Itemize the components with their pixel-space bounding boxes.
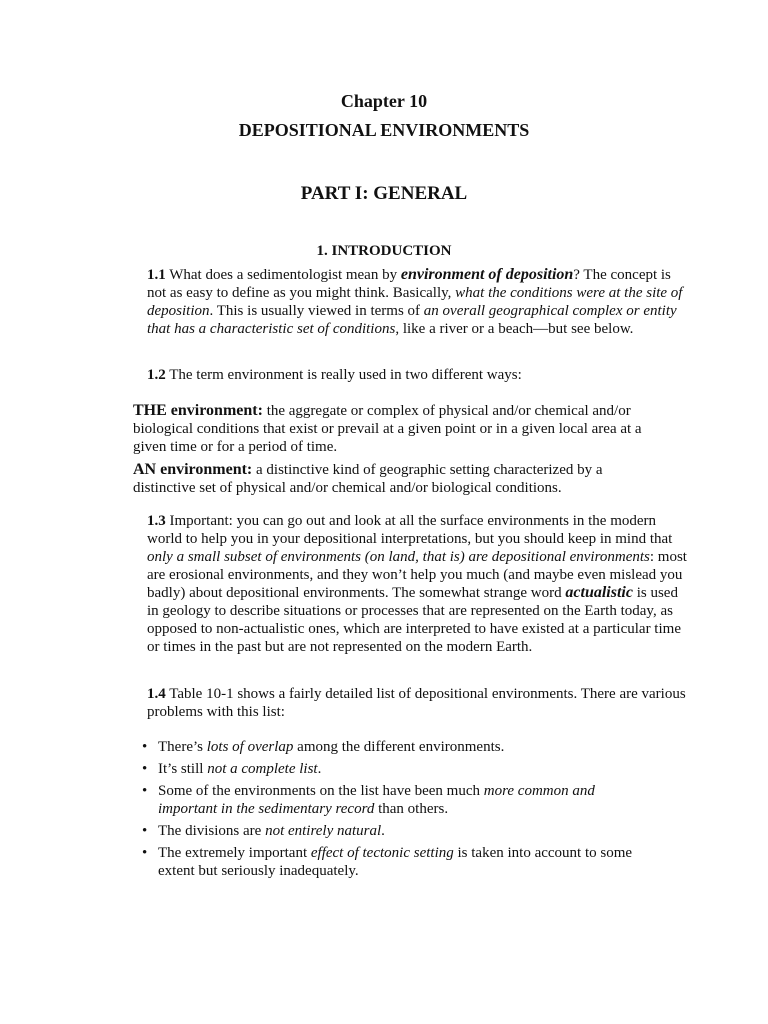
bullet-icon: •	[142, 739, 148, 755]
list-text: The divisions are	[158, 823, 266, 839]
definition-text: the aggregate or complex of physical and/or chemical and/or biological conditions that exist or prevail at a given point or in a given local area at a given time or for a period of time.	[133, 403, 642, 455]
list-item	[140, 844, 650, 880]
italic-phrase: more common and important in the sedimentary record	[158, 783, 595, 817]
paragraph-text: ? The concept is not as easy to define as you might think. Basically,	[147, 267, 671, 301]
paragraph-number: 1.2	[147, 367, 166, 383]
definition-text: a distinctive kind of geographic setting characterized by a distinctive set of physical and/or chemical and/or biological conditions.	[133, 462, 603, 496]
bullet-icon: •	[142, 761, 148, 777]
paragraph-text: What does a sedimentologist mean by	[165, 267, 401, 283]
list-text: It’s still	[158, 761, 208, 777]
definition-term: THE environment:	[133, 402, 263, 419]
section-heading: 1. INTRODUCTION	[316, 243, 452, 259]
paragraph-text: Table 10-1 shows a fairly detailed list of depositional environments. There are various problems with this list:	[147, 686, 686, 720]
italic-phrase: effect of tectonic setting	[310, 845, 454, 861]
paragraph-1-2	[113, 366, 687, 384]
italic-phrase: only a small subset of environments (on land, that is) are depositional environments	[147, 549, 650, 565]
key-term: actualistic	[565, 584, 633, 601]
paragraph-number: 1.3	[147, 513, 166, 529]
paragraph-1-4	[113, 685, 687, 721]
paragraph-text: The term environment is really used in two different ways:	[165, 367, 522, 383]
paragraph-text: is used in geology to describe situations or processes that are represented on the Earth today, as opposed to non-actualistic ones, which are interpreted to have existed at a particular time or times in the past but are not represented on the modern Earth.	[147, 585, 681, 655]
paragraph-number: 1.1	[147, 267, 166, 283]
italic-phrase: lots of overlap	[206, 739, 294, 755]
list-text: Some of the environments on the list have been much	[158, 783, 484, 799]
bullet-icon: •	[142, 823, 148, 839]
paragraph-1-3	[113, 512, 687, 656]
list-item	[140, 738, 650, 756]
paragraph-text: , like a river or a beach—but see below.	[395, 321, 634, 337]
problem-list	[140, 738, 650, 884]
part-heading: PART I: GENERAL	[300, 183, 468, 204]
list-text: There’s	[158, 739, 207, 755]
key-term: environment of deposition	[400, 266, 574, 283]
italic-phrase: not a complete list	[207, 761, 318, 777]
bullet-icon: •	[142, 845, 148, 861]
chapter-title: DEPOSITIONAL ENVIRONMENTS	[238, 120, 530, 140]
bullet-icon: •	[142, 783, 148, 799]
paragraph-text: : most are erosional environments, and they won’t help you much (and maybe even mislead you badly) about depositional environments. The somewhat strange word	[147, 549, 687, 601]
list-text: .	[381, 823, 385, 839]
list-text: than others.	[374, 801, 449, 817]
list-item	[140, 822, 650, 840]
list-item	[140, 760, 650, 778]
chapter-number: Chapter 10	[340, 91, 428, 111]
paragraph-text: Important: you can go out and look at all the surface environments in the modern world to help you in your depositional interpretations, but you should keep in mind that	[147, 513, 673, 547]
list-text: among the different environments.	[293, 739, 505, 755]
definition-the-environment	[133, 402, 658, 456]
list-text: The extremely important	[158, 845, 311, 861]
italic-phrase: not entirely natural	[265, 823, 382, 839]
definition-term: AN environment:	[133, 461, 253, 478]
paragraph-text: . This is usually viewed in terms of	[209, 303, 424, 319]
italic-phrase: an overall geographical complex or entity that has a characteristic set of conditions	[147, 303, 677, 337]
list-text: is taken into account to some extent but seriously inadequately.	[158, 845, 633, 879]
paragraph-number: 1.4	[147, 686, 166, 702]
list-text: .	[317, 761, 322, 777]
definition-an-environment	[133, 461, 658, 497]
list-item	[140, 782, 650, 818]
italic-phrase: what the conditions were at the site of deposition	[147, 285, 683, 319]
paragraph-1-1	[113, 266, 687, 338]
